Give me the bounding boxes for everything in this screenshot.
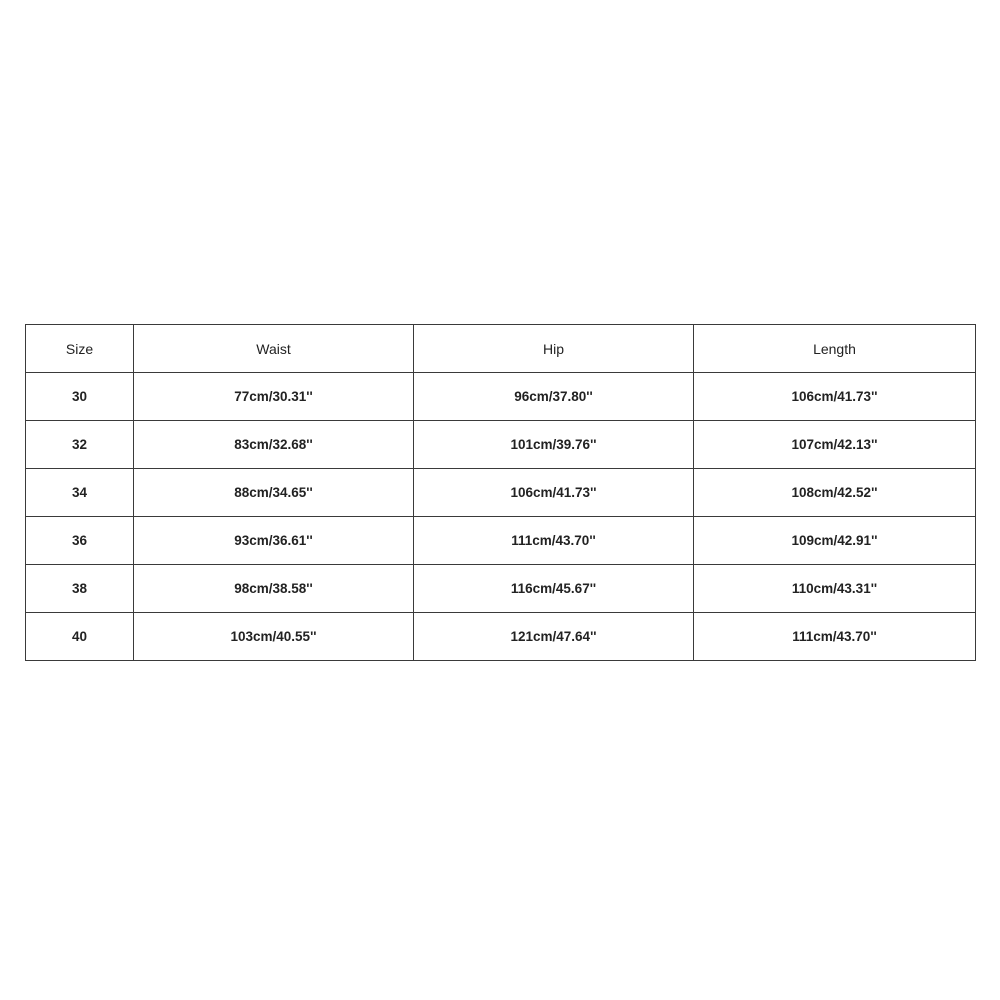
size-chart-table [25,324,976,661]
table-row [26,565,976,613]
header-waist: Waist [134,325,414,373]
cell-hip: 116cm/45.67'' [414,565,694,613]
table-row [26,517,976,565]
cell-waist: 98cm/38.58'' [134,565,414,613]
cell-hip: 106cm/41.73'' [414,469,694,517]
cell-waist: 88cm/34.65'' [134,469,414,517]
cell-hip: 101cm/39.76'' [414,421,694,469]
cell-waist: 93cm/36.61'' [134,517,414,565]
header-size: Size [26,325,134,373]
cell-length: 111cm/43.70'' [694,613,976,661]
cell-size: 38 [26,565,134,613]
cell-size: 40 [26,613,134,661]
table-row [26,421,976,469]
cell-size: 36 [26,517,134,565]
header-row [26,325,976,373]
cell-waist: 83cm/32.68'' [134,421,414,469]
cell-length: 107cm/42.13'' [694,421,976,469]
cell-length: 109cm/42.91'' [694,517,976,565]
table-row [26,469,976,517]
cell-length: 106cm/41.73'' [694,373,976,421]
cell-size: 30 [26,373,134,421]
cell-waist: 77cm/30.31'' [134,373,414,421]
cell-hip: 96cm/37.80'' [414,373,694,421]
cell-length: 110cm/43.31'' [694,565,976,613]
header-length: Length [694,325,976,373]
cell-hip: 111cm/43.70'' [414,517,694,565]
cell-size: 34 [26,469,134,517]
table-row [26,373,976,421]
cell-hip: 121cm/47.64'' [414,613,694,661]
header-hip: Hip [414,325,694,373]
cell-waist: 103cm/40.55'' [134,613,414,661]
cell-length: 108cm/42.52'' [694,469,976,517]
table-row [26,613,976,661]
cell-size: 32 [26,421,134,469]
